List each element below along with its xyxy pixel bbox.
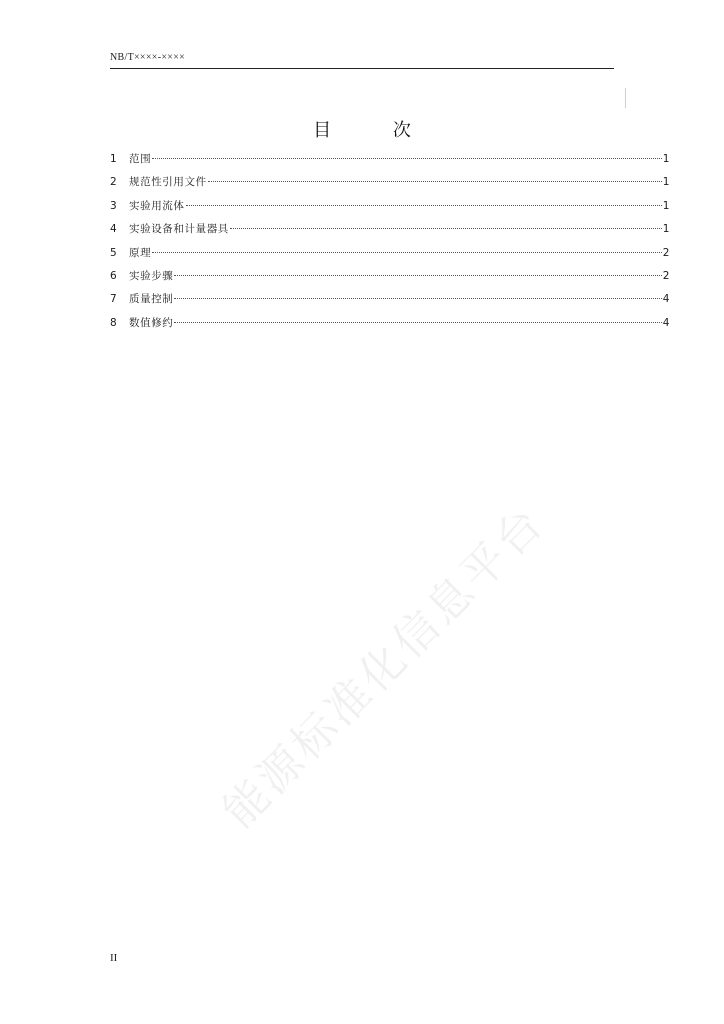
toc-entry-title: 实验用流体	[129, 199, 185, 212]
dot-leader	[208, 181, 662, 182]
dot-leader	[230, 228, 662, 229]
toc-entry-title: 实验设备和计量器具	[129, 223, 229, 236]
toc-entry-quality-control[interactable]	[110, 291, 670, 314]
toc-entry-principle[interactable]	[110, 245, 670, 268]
toc-entry-normative-references[interactable]	[110, 174, 670, 197]
page-header	[110, 52, 614, 69]
toc-entry-test-fluids[interactable]	[110, 198, 670, 221]
watermark: 能源标准化信息平台	[213, 496, 555, 838]
dot-leader	[152, 252, 662, 253]
toc-entry-page: 1	[662, 223, 670, 236]
dot-leader	[174, 275, 661, 276]
toc-entry-number: 1	[110, 153, 118, 165]
page-number: II	[110, 952, 118, 964]
toc-entry-page: 1	[662, 176, 670, 189]
dot-leader	[174, 298, 661, 299]
toc-entry-title: 原理	[129, 246, 152, 259]
toc-entry-title: 实验步骤	[129, 269, 174, 282]
toc-entry-equipment[interactable]	[110, 221, 670, 244]
toc-entry-procedure[interactable]	[110, 268, 670, 291]
toc-entry-rounding[interactable]	[110, 315, 670, 338]
dot-leader	[174, 322, 661, 323]
toc-entry-number: 5	[110, 246, 118, 259]
toc-entry-title: 范围	[129, 153, 152, 165]
toc-entry-page: 1	[662, 199, 670, 212]
toc-entry-number: 6	[110, 269, 118, 282]
toc-entry-title: 数值修约	[129, 316, 174, 329]
toc-entry-page: 4	[662, 293, 670, 306]
toc-entry-title: 质量控制	[129, 293, 174, 306]
toc-entry-page: 4	[662, 316, 670, 329]
toc-title: 目 次	[313, 120, 439, 141]
margin-mark	[625, 88, 626, 108]
toc-entry-title: 规范性引用文件	[129, 176, 207, 189]
toc-entry-page: 2	[662, 269, 670, 282]
standard-code: NB/T××××-××××	[110, 52, 186, 63]
toc-entry-number: 3	[110, 199, 118, 212]
toc-entry-page: 1	[662, 153, 670, 165]
toc-entry-number: 2	[110, 176, 118, 189]
toc-entry-number: 8	[110, 316, 118, 329]
toc-entry-number: 4	[110, 223, 118, 236]
toc-list	[110, 151, 670, 338]
toc-entry-scope[interactable]	[110, 151, 670, 174]
toc-entry-number: 7	[110, 293, 118, 306]
dot-leader	[186, 205, 662, 206]
toc-entry-page: 2	[662, 246, 670, 259]
dot-leader	[152, 158, 662, 159]
